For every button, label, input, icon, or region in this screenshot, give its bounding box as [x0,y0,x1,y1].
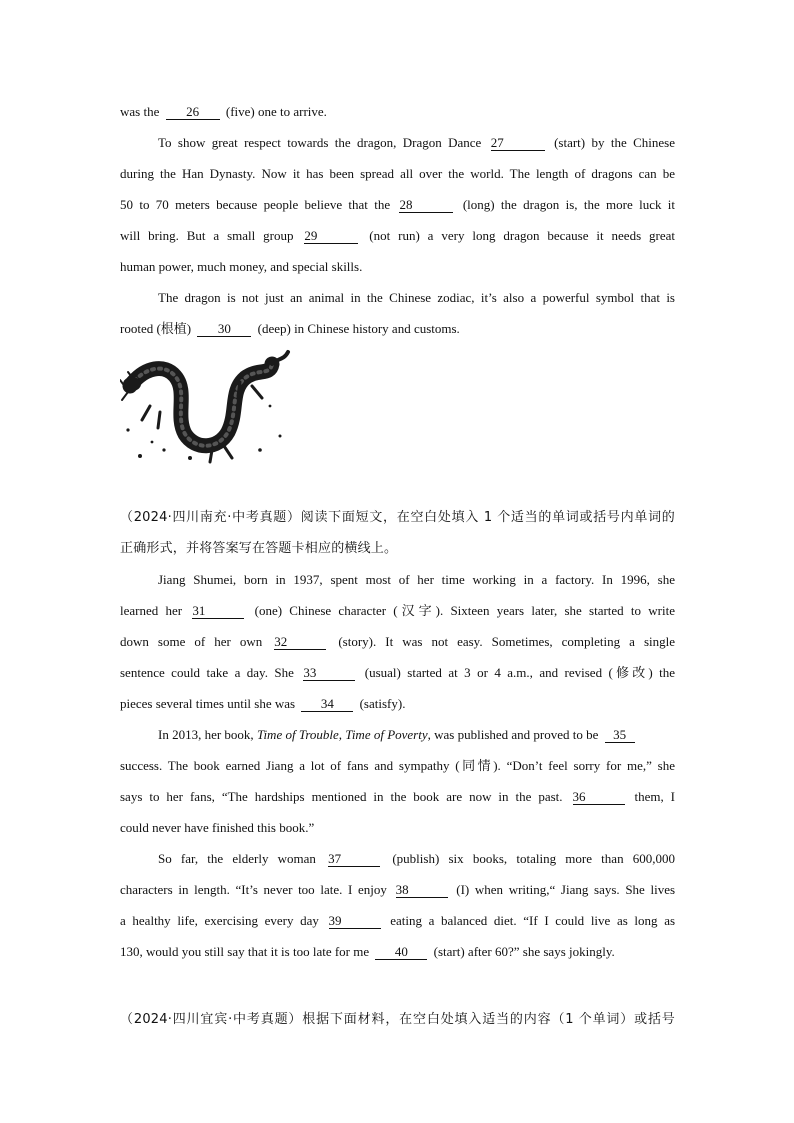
passage1-line3: during the Han Dynasty. Now it has been spread all over the world. The length of dragons can be [120,166,675,181]
passage2-line10: So far, the elderly woman 37 (publish) six books, totaling more than 600,000 [158,851,676,866]
book-title: Time of Trouble, Time of Poverty [256,727,428,742]
passage2-line12: a healthy life, exercising every day 39 eating a balanced diet. “If I could live as long as [120,913,676,928]
passage2-line7: success. The book earned Jiang a lot of fans and sympathy (同情). “Don’t feel sorry for me,” she [120,758,675,773]
answer-blank-31: 31 [192,603,244,619]
passage1-line8: rooted (根植) 30 (deep) in Chinese history and customs. [120,321,460,336]
passage1-line2: To show great respect towards the dragon, Dragon Dance 27 (start) by the Chinese [158,135,675,150]
answer-blank-38: 38 [396,882,448,898]
passage1-line6: human power, much money, and special skills. [120,259,363,274]
answer-blank-26: 26 [166,104,220,120]
dragon-illustration [120,346,292,466]
answer-blank-32: 32 [274,634,326,650]
answer-blank-33: 33 [303,665,355,681]
section2-heading-line1: （2024·四川南充·中考真题）阅读下面短文，在空白处填入 1 个适当的单词或括号内单词的 [120,510,675,525]
passage1-line1: was the 26 (five) one to arrive. [120,104,327,119]
answer-blank-30: 30 [197,321,251,337]
answer-blank-35: 35 [605,727,635,743]
passage2-line2: learned her 31 (one) Chinese character (汉字). Sixteen years later, she started to write [120,603,675,618]
passage2-line4: sentence could take a day. She 33 (usual) started at 3 or 4 a.m., and revised (修改) the [120,665,676,680]
passage1-line4: 50 to 70 meters because people believe that the 28 (long) the dragon is, the more luck it [120,197,676,212]
passage2-line3: down some of her own 32 (story). It was not easy. Sometimes, completing a single [120,634,676,649]
answer-blank-34: 34 [301,696,353,712]
answer-blank-27: 27 [491,135,545,151]
answer-blank-28: 28 [399,197,453,213]
passage1-line5: will bring. But a small group 29 (not run) a very long dragon because it needs great [120,228,676,243]
answer-blank-39: 39 [329,913,381,929]
passage1-line7: The dragon is not just an animal in the Chinese zodiac, it’s also a powerful symbol that is [158,290,675,305]
passage2-line8: says to her fans, “The hardships mentioned in the book are now in the past. 36 them, I [120,789,676,804]
section2-heading-line2: 正确形式，并将答案写在答题卡相应的横线上。 [120,541,398,556]
section3-heading-line1: （2024·四川宜宾·中考真题）根据下面材料，在空白处填入适当的内容（1 个单词）或括号 [120,1012,675,1027]
answer-blank-40: 40 [375,944,427,960]
passage2-line13: 130, would you still say that it is too late for me 40 (start) after 60?” she says jokingly. [120,944,615,959]
passage2-line6: In 2013, her book, Time of Trouble, Time of Poverty, was published and proved to be 35 [120,719,675,750]
answer-blank-36: 36 [573,789,625,805]
answer-blank-37: 37 [328,851,380,867]
passage2-line11: characters in length. “It’s never too late. I enjoy 38 (I) when writing,“ Jiang says. She lives [120,882,676,897]
passage2-line9: could never have finished this book.” [120,820,315,835]
passage2-line5: pieces several times until she was 34 (satisfy). [120,696,406,711]
passage2-line1: Jiang Shumei, born in 1937, spent most of her time working in a factory. In 1996, she [158,572,675,587]
answer-blank-29: 29 [304,228,358,244]
